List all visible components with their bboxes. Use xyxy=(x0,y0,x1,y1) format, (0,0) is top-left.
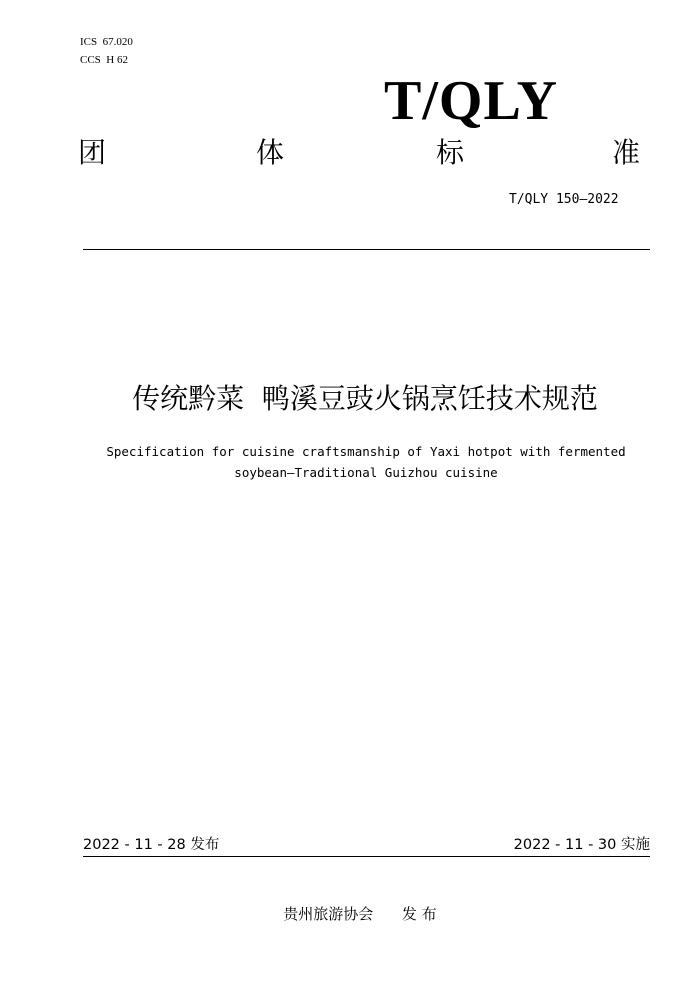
document-title-chinese: 传统黔菜 鸭溪豆豉火锅烹饪技术规范 xyxy=(132,382,598,415)
ics-code: ICS 67.020 xyxy=(80,36,133,48)
standard-number: T/QLY 150—2022 xyxy=(509,192,619,207)
standard-type-char: 体 xyxy=(256,136,285,169)
ccs-code: CCS H 62 xyxy=(80,54,128,66)
document-title-english xyxy=(60,441,672,483)
title-english-line-2: soybean—Traditional Guizhou cuisine xyxy=(234,465,498,480)
footer-divider xyxy=(83,856,650,857)
header-divider xyxy=(83,249,650,250)
standard-type-char: 标 xyxy=(436,136,465,169)
implementation-date: 2022 - 11 - 30 实施 xyxy=(513,837,650,853)
publisher: 贵州旅游协会 发 布 xyxy=(283,905,437,923)
standard-type-char: 团 xyxy=(78,136,107,169)
standard-logo: T/QLY xyxy=(384,70,559,132)
standard-type-char: 准 xyxy=(612,136,641,169)
title-english-line-1: Specification for cuisine craftsmanship of Yaxi hotpot with fermented xyxy=(106,444,626,459)
publish-date: 2022 - 11 - 28 发布 xyxy=(83,837,220,853)
